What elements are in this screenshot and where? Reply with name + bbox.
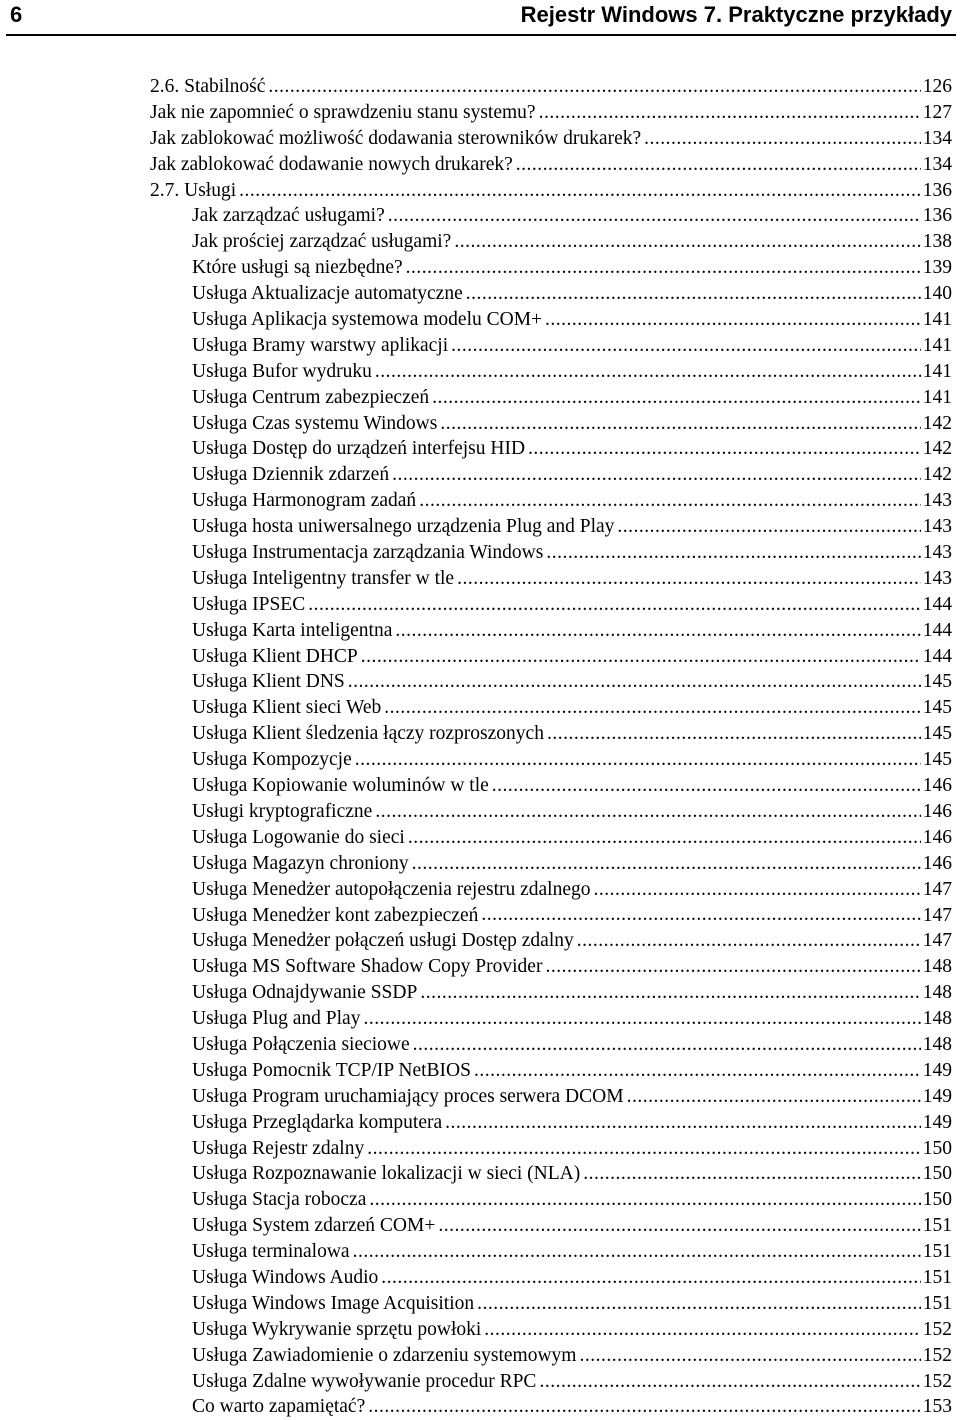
toc-entry-title: Usługa Przeglądarka komputera <box>192 1111 443 1133</box>
toc-entry[interactable] <box>0 851 952 877</box>
toc-entry[interactable] <box>0 540 952 566</box>
toc-entry-title: Usługa MS Software Shadow Copy Provider <box>192 956 543 978</box>
toc-entry[interactable] <box>0 1032 952 1058</box>
dot-leader <box>583 1161 921 1187</box>
toc-entry-title: Usługa Połączenia sieciowe <box>192 1033 410 1055</box>
toc-entry-title: Usługi kryptograficzne <box>192 800 373 822</box>
toc-entry-title: Usługa Centrum zabezpieczeń <box>192 386 430 408</box>
toc-entry[interactable] <box>0 1343 952 1369</box>
toc-entry-title: Usługa hosta uniwersalnego urządzenia Plug and Play <box>192 516 615 538</box>
dot-leader <box>492 773 921 799</box>
toc-entry-page: 136 <box>922 179 952 201</box>
toc-entry[interactable] <box>0 229 952 255</box>
toc-entry-page: 127 <box>922 101 952 123</box>
toc-entry-page: 142 <box>922 464 952 486</box>
dot-leader <box>355 747 921 773</box>
dot-leader <box>369 1187 920 1213</box>
toc-entry-page: 141 <box>922 309 952 331</box>
dot-leader <box>457 566 921 592</box>
toc-entry[interactable] <box>0 203 952 229</box>
toc-entry[interactable] <box>0 618 952 644</box>
toc-entry-page: 134 <box>922 153 952 175</box>
dot-leader <box>579 1343 920 1369</box>
toc-entry-title: Usługa Windows Image Acquisition <box>192 1292 475 1314</box>
toc-entry-title: Usługa Harmonogram zadań <box>192 490 417 512</box>
dot-leader <box>412 851 921 877</box>
toc-entry-title: Usługa Aplikacja systemowa modelu COM+ <box>192 309 543 331</box>
toc-entry-page: 144 <box>922 593 952 615</box>
dot-leader <box>413 1032 921 1058</box>
toc-entry-title: Usługa Menedżer autopołączenia rejestru zdalnego <box>192 878 591 900</box>
toc-entry-page: 144 <box>922 619 952 641</box>
toc-entry-page: 146 <box>922 826 952 848</box>
toc-entry-page: 126 <box>922 76 952 97</box>
toc-entry[interactable] <box>0 333 952 359</box>
dot-leader <box>451 333 921 359</box>
toc-entry-page: 151 <box>922 1241 952 1263</box>
toc-entry[interactable] <box>0 74 952 100</box>
toc-entry-page: 143 <box>922 516 952 538</box>
dot-leader <box>617 514 920 540</box>
toc-entry-page: 147 <box>922 930 952 952</box>
toc-entry-title: Usługa Bramy warstwy aplikacji <box>192 334 449 356</box>
toc-entry[interactable] <box>0 954 952 980</box>
toc-entry[interactable] <box>0 436 952 462</box>
dot-leader <box>539 100 921 126</box>
toc-entry[interactable] <box>0 385 952 411</box>
book-title: Rejestr Windows 7. Praktyczne przykłady <box>520 2 952 27</box>
toc-entry-title: Usługa Menedżer kont zabezpieczeń <box>192 904 479 926</box>
toc-entry-title: 2.7. Usługi <box>150 179 237 201</box>
toc-entry-page: 143 <box>922 542 952 564</box>
toc-entry-page: 141 <box>922 386 952 408</box>
dot-leader <box>644 126 921 152</box>
toc-entry-page: 140 <box>922 283 952 305</box>
dot-leader <box>627 1084 921 1110</box>
toc-entry[interactable] <box>0 877 952 903</box>
toc-entry[interactable] <box>0 488 952 514</box>
toc-entry[interactable] <box>0 747 952 773</box>
toc-entry[interactable] <box>0 1187 952 1213</box>
toc-entry-page: 138 <box>922 231 952 253</box>
dot-leader <box>516 152 921 178</box>
toc-entry-page: 142 <box>922 412 952 434</box>
toc-entry-page: 148 <box>922 982 952 1004</box>
toc-entry-page: 146 <box>922 775 952 797</box>
toc-entry-page: 144 <box>922 645 952 667</box>
toc-entry-title: Które usługi są niezbędne? <box>192 257 403 279</box>
toc-entry-page: 147 <box>922 878 952 900</box>
toc-entry[interactable] <box>0 644 952 670</box>
dot-leader <box>381 1265 920 1291</box>
toc-entry-title: Usługa Odnajdywanie SSDP <box>192 982 418 1004</box>
dot-leader <box>545 307 921 333</box>
toc-entry-page: 148 <box>922 956 952 978</box>
dot-leader <box>466 281 921 307</box>
toc-entry[interactable] <box>0 359 952 385</box>
toc-entry-title: Usługa Kompozycje <box>192 749 352 771</box>
toc-entry-title: Usługa Klient śledzenia łączy rozproszonych <box>192 723 544 745</box>
dot-leader <box>375 359 921 385</box>
toc-entry[interactable] <box>0 721 952 747</box>
page-header <box>0 0 960 40</box>
toc-entry[interactable] <box>0 1394 952 1420</box>
toc-entry-title: Usługa Kopiowanie woluminów w tle <box>192 775 489 797</box>
toc-entry-title: Usługa Magazyn chroniony <box>192 852 409 874</box>
toc-entry[interactable] <box>0 566 952 592</box>
toc-entry-title: Usługa terminalowa <box>192 1241 350 1263</box>
dot-leader <box>361 644 921 670</box>
toc-entry-title: Usługa Pomocnik TCP/IP NetBIOS <box>192 1059 471 1081</box>
toc-entry[interactable] <box>0 411 952 437</box>
toc-entry[interactable] <box>0 255 952 281</box>
dot-leader <box>481 903 920 929</box>
toc-entry-page: 148 <box>922 1033 952 1055</box>
toc-entry[interactable] <box>0 1239 952 1265</box>
dot-leader <box>388 203 921 229</box>
toc-entry-title: Usługa Dostęp do urządzeń interfejsu HID <box>192 438 526 460</box>
dot-leader <box>454 229 920 255</box>
toc-entry-title: Usługa Logowanie do sieci <box>192 826 405 848</box>
dot-leader <box>477 1291 921 1317</box>
toc-entry-page: 150 <box>922 1137 952 1159</box>
toc-entry-title: Usługa Menedżer połączeń usługi Dostęp zdalny <box>192 930 574 952</box>
toc-entry[interactable] <box>0 462 952 488</box>
toc-entry-title: Usługa Zawiadomienie o zdarzeniu systemowym <box>192 1344 577 1366</box>
toc-entry[interactable] <box>0 1058 952 1084</box>
toc-entry-page: 153 <box>922 1396 952 1418</box>
dot-leader <box>593 877 920 903</box>
toc-entry-page: 141 <box>922 334 952 356</box>
toc-entry[interactable] <box>0 1084 952 1110</box>
toc-entry-title: Jak zarządzać usługami? <box>192 205 385 227</box>
toc-entry[interactable] <box>0 825 952 851</box>
toc-entry-title: Usługa Karta inteligentna <box>192 619 393 641</box>
toc-entry[interactable] <box>0 1317 952 1343</box>
toc-entry-title: Jak zablokować możliwość dodawania sterowników drukarek? <box>150 127 642 149</box>
toc-entry-title: Usługa Stacja robocza <box>192 1189 367 1211</box>
toc-entry[interactable] <box>0 669 952 695</box>
toc-entry[interactable] <box>0 1291 952 1317</box>
toc-entry-title: Usługa System zdarzeń COM+ <box>192 1215 436 1237</box>
toc-entry[interactable] <box>0 1006 952 1032</box>
dot-leader <box>420 980 920 1006</box>
dot-leader <box>395 618 920 644</box>
toc-entry-page: 134 <box>922 127 952 149</box>
toc-entry[interactable] <box>0 928 952 954</box>
toc-entry-title: Usługa Plug and Play <box>192 1008 361 1030</box>
toc-entry[interactable] <box>0 592 952 618</box>
toc-entry[interactable] <box>0 695 952 721</box>
dot-leader <box>408 825 921 851</box>
toc-entry-title: Usługa Zdalne wywoływanie procedur RPC <box>192 1370 537 1392</box>
dot-leader <box>239 178 921 204</box>
toc-entry-page: 146 <box>922 852 952 874</box>
toc-entry-page: 151 <box>922 1292 952 1314</box>
toc-entry[interactable] <box>0 1213 952 1239</box>
toc-entry-title: Usługa Instrumentacja zarządzania Windows <box>192 542 544 564</box>
toc-entry-page: 152 <box>922 1370 952 1392</box>
toc-entry-title: Jak zablokować dodawanie nowych drukarek? <box>150 153 513 175</box>
toc-entry-title: 2.6. Stabilność <box>150 76 266 97</box>
toc-entry-page: 151 <box>922 1215 952 1237</box>
toc-entry-page: 145 <box>922 697 952 719</box>
toc-entry-page: 145 <box>922 723 952 745</box>
toc-entry-page: 152 <box>922 1344 952 1366</box>
dot-leader <box>438 1213 920 1239</box>
dot-leader <box>308 592 921 618</box>
dot-leader <box>484 1317 920 1343</box>
toc-entry[interactable] <box>0 1265 952 1291</box>
toc-entry-page: 142 <box>922 438 952 460</box>
toc-entry-title: Usługa Bufor wydruku <box>192 360 372 382</box>
toc-entry-title: Usługa Klient DHCP <box>192 645 358 667</box>
toc-entry[interactable] <box>0 307 952 333</box>
dot-leader <box>577 928 921 954</box>
toc-entry-page: 143 <box>922 490 952 512</box>
toc-entry[interactable] <box>0 1110 952 1136</box>
toc-entry-title: Usługa Klient DNS <box>192 671 345 693</box>
table-of-contents <box>0 74 960 1420</box>
toc-entry[interactable] <box>0 773 952 799</box>
toc-entry-page: 148 <box>922 1008 952 1030</box>
toc-entry[interactable] <box>0 100 952 126</box>
toc-entry[interactable] <box>0 1161 952 1187</box>
toc-entry-page: 136 <box>922 205 952 227</box>
dot-leader <box>440 411 920 437</box>
dot-leader <box>539 1369 920 1395</box>
toc-entry-page: 149 <box>922 1085 952 1107</box>
toc-entry[interactable] <box>0 178 952 204</box>
toc-entry[interactable] <box>0 126 952 152</box>
toc-entry-title: Usługa IPSEC <box>192 593 306 615</box>
toc-entry-title: Co warto zapamiętać? <box>192 1396 366 1418</box>
toc-entry-page: 150 <box>922 1189 952 1211</box>
toc-entry-page: 150 <box>922 1163 952 1185</box>
toc-entry[interactable] <box>0 1369 952 1395</box>
page-number: 6 <box>10 2 23 27</box>
toc-entry[interactable] <box>0 152 952 178</box>
toc-entry-page: 147 <box>922 904 952 926</box>
toc-entry-page: 145 <box>922 671 952 693</box>
dot-leader <box>375 799 920 825</box>
toc-entry-page: 152 <box>922 1318 952 1340</box>
toc-entry-page: 149 <box>922 1059 952 1081</box>
dot-leader <box>445 1110 921 1136</box>
dot-leader <box>367 1136 921 1162</box>
toc-entry-title: Usługa Czas systemu Windows <box>192 412 438 434</box>
dot-leader <box>419 488 921 514</box>
toc-entry-page: 143 <box>922 567 952 589</box>
toc-entry-title: Jak prościej zarządzać usługami? <box>192 231 452 253</box>
header-rule <box>6 34 956 36</box>
toc-entry-title: Usługa Inteligentny transfer w tle <box>192 567 455 589</box>
toc-entry-page: 151 <box>922 1266 952 1288</box>
dot-leader <box>363 1006 920 1032</box>
toc-entry[interactable] <box>0 799 952 825</box>
dot-leader <box>432 385 921 411</box>
toc-entry[interactable] <box>0 903 952 929</box>
dot-leader <box>384 695 921 721</box>
toc-entry-page: 146 <box>922 800 952 822</box>
toc-entry-title: Usługa Rejestr zdalny <box>192 1137 365 1159</box>
dot-leader <box>474 1058 921 1084</box>
toc-entry-title: Usługa Klient sieci Web <box>192 697 382 719</box>
dot-leader <box>368 1394 921 1420</box>
toc-entry[interactable] <box>0 980 952 1006</box>
dot-leader <box>545 954 920 980</box>
dot-leader <box>268 74 920 100</box>
dot-leader <box>528 436 921 462</box>
dot-leader <box>353 1239 921 1265</box>
toc-entry-page: 145 <box>922 749 952 771</box>
toc-entry-page: 139 <box>922 257 952 279</box>
dot-leader <box>546 540 920 566</box>
dot-leader <box>392 462 921 488</box>
toc-entry[interactable] <box>0 514 952 540</box>
toc-entry-title: Jak nie zapomnieć o sprawdzeniu stanu systemu? <box>150 101 536 123</box>
toc-entry-title: Usługa Dziennik zdarzeń <box>192 464 390 486</box>
toc-entry-title: Usługa Rozpoznawanie lokalizacji w sieci (NLA) <box>192 1163 581 1185</box>
dot-leader <box>547 721 921 747</box>
dot-leader <box>348 669 921 695</box>
toc-entry-page: 149 <box>922 1111 952 1133</box>
toc-entry[interactable] <box>0 281 952 307</box>
dot-leader <box>406 255 921 281</box>
toc-entry-title: Usługa Aktualizacje automatyczne <box>192 283 463 305</box>
toc-entry-title: Usługa Program uruchamiający proces serwera DCOM <box>192 1085 624 1107</box>
toc-entry[interactable] <box>0 1136 952 1162</box>
toc-entry-title: Usługa Windows Audio <box>192 1266 379 1288</box>
toc-entry-page: 141 <box>922 360 952 382</box>
toc-entry-title: Usługa Wykrywanie sprzętu powłoki <box>192 1318 482 1340</box>
